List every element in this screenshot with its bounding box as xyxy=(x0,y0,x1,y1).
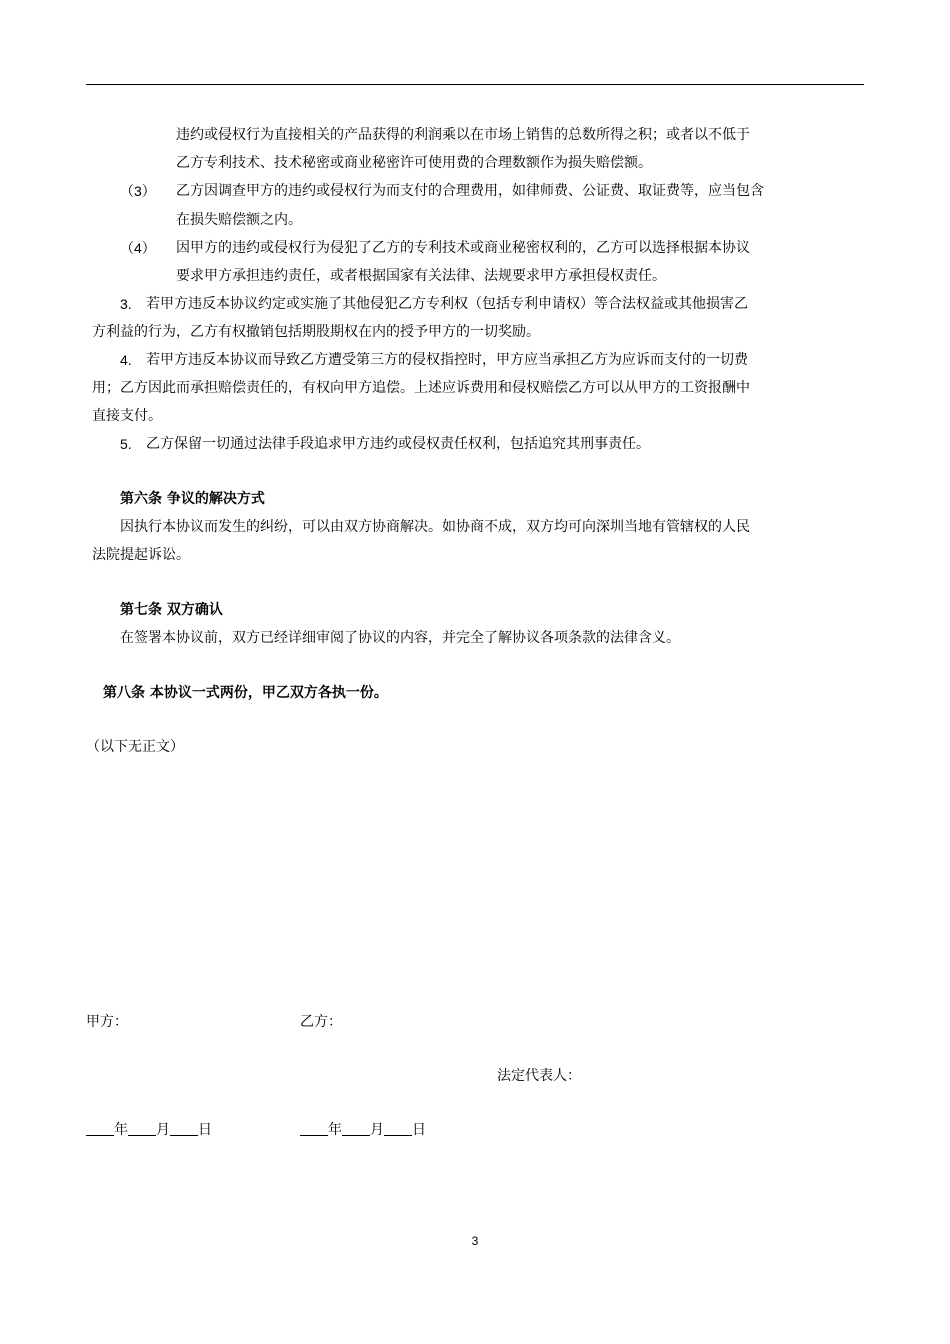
item2-4-line2: 要求甲方承担违约责任，或者根据国家有关法律、法规要求甲方承担侵权责任。 xyxy=(176,268,666,284)
party-b-date-line xyxy=(300,1120,426,1140)
party-b-month-label: 月 xyxy=(370,1122,384,1138)
item2-2-continuation-line2: 乙方专利技术、技术秘密或商业秘密许可使用费的合理数额作为损失赔偿额。 xyxy=(176,155,652,171)
end-of-text-note: （以下无正文） xyxy=(86,739,184,755)
item2-4-line1: 因甲方的违约或侵权行为侵犯了乙方的专利技术或商业秘密权利的，乙方可以选择根据本协议 xyxy=(176,240,750,256)
legal-representative-label: 法定代表人： xyxy=(497,1068,581,1084)
item2-2-continuation-line1: 违约或侵权行为直接相关的产品获得的利润乘以在市场上销售的总数所得之积；或者以不低于 xyxy=(176,127,750,143)
header-rule xyxy=(86,84,864,85)
page-number: 3 xyxy=(471,1234,479,1248)
item4-line1: 若甲方违反本协议而导致乙方遭受第三方的侵权指控时，甲方应当承担乙方为应诉而支付的一切费 xyxy=(146,352,748,368)
item4-line2: 用；乙方因此而承担赔偿责任的，有权向甲方追偿。上述应诉费用和侵权赔偿乙方可以从甲方的工资报酬中 xyxy=(92,380,750,396)
party-a-month-blank xyxy=(128,1121,156,1136)
party-b-day-blank xyxy=(384,1121,412,1136)
party-a-year-label: 年 xyxy=(114,1122,128,1138)
article7-line1: 在签署本协议前，双方已经详细审阅了协议的内容，并完全了解协议各项条款的法律含义。 xyxy=(120,630,680,646)
party-a-date-line xyxy=(86,1120,212,1140)
item2-3-number: （3） xyxy=(120,183,156,199)
party-a-year-blank xyxy=(86,1121,114,1136)
item5-number: 5. xyxy=(120,436,132,452)
party-b-day-label: 日 xyxy=(412,1122,426,1138)
party-a-label: 甲方： xyxy=(86,1014,128,1030)
item3-line2: 方利益的行为，乙方有权撤销包括期股期权在内的授予甲方的一切奖励。 xyxy=(92,324,540,340)
party-b-year-label: 年 xyxy=(328,1122,342,1138)
party-a-day-label: 日 xyxy=(198,1122,212,1138)
item2-3-line2: 在损失赔偿额之内。 xyxy=(176,212,302,228)
article6-heading: 第六条 争议的解决方式 xyxy=(120,491,265,507)
party-b-month-blank xyxy=(342,1121,370,1136)
party-b-year-blank xyxy=(300,1121,328,1136)
party-a-day-blank xyxy=(170,1121,198,1136)
article6-line1: 因执行本协议而发生的纠纷，可以由双方协商解决。如协商不成，双方均可向深圳当地有管辖权的人民 xyxy=(120,519,750,535)
party-a-month-label: 月 xyxy=(156,1122,170,1138)
item2-4-number: （4） xyxy=(120,240,156,256)
article6-line2: 法院提起诉讼。 xyxy=(92,547,190,563)
article8-text: 第八条 本协议一式两份，甲乙双方各执一份。 xyxy=(103,685,388,701)
item3-line1: 若甲方违反本协议约定或实施了其他侵犯乙方专利权（包括专利申请权）等合法权益或其他损害乙 xyxy=(146,296,748,312)
item3-number: 3. xyxy=(120,296,132,312)
article7-heading: 第七条 双方确认 xyxy=(120,602,223,618)
item4-number: 4. xyxy=(120,352,132,368)
item4-line3: 直接支付。 xyxy=(92,408,162,424)
party-b-label: 乙方： xyxy=(300,1014,342,1030)
item5-line1: 乙方保留一切通过法律手段追求甲方违约或侵权责任权利，包括追究其刑事责任。 xyxy=(146,436,650,452)
item2-3-line1: 乙方因调查甲方的违约或侵权行为而支付的合理费用，如律师费、公证费、取证费等，应当包含 xyxy=(176,183,764,199)
